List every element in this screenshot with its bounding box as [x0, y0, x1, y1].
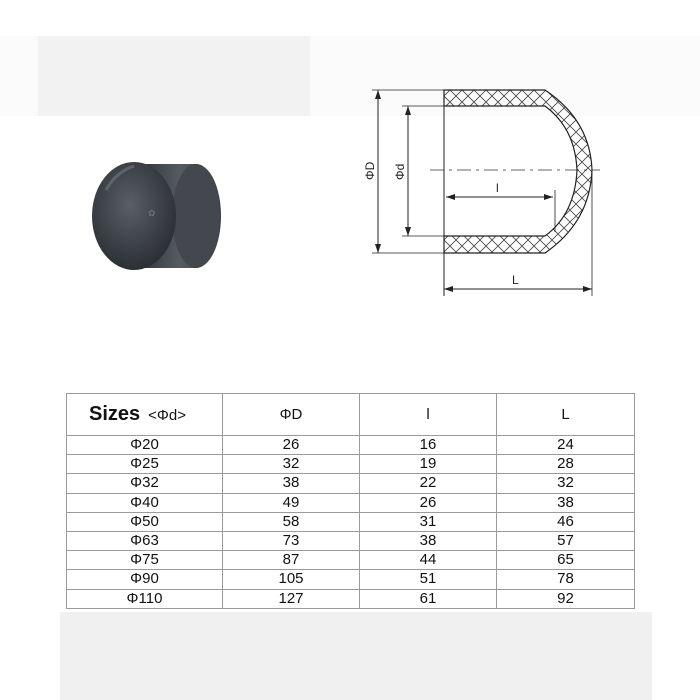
- cell-socket-length: 19: [360, 455, 497, 474]
- cell-total-length: 46: [497, 512, 635, 531]
- cell-socket-length: 16: [360, 436, 497, 455]
- cell-total-length: 78: [497, 570, 635, 589]
- cell-size: Φ110: [67, 589, 223, 608]
- cell-socket-length: 44: [360, 551, 497, 570]
- header-sizes: [67, 394, 223, 436]
- background-footer-panel: [60, 612, 652, 700]
- table-row: [67, 531, 635, 550]
- outer-diameter-label: ΦD: [363, 161, 377, 180]
- table-row: [67, 570, 635, 589]
- cell-size: Φ63: [67, 531, 223, 550]
- sizes-label: Sizes: [89, 403, 141, 425]
- cell-socket-length: 38: [360, 531, 497, 550]
- cell-socket-length: 51: [360, 570, 497, 589]
- cell-total-length: 28: [497, 455, 635, 474]
- cell-socket-length: 22: [360, 474, 497, 493]
- cell-size: Φ20: [67, 436, 223, 455]
- cap-cross-section-diagram: [355, 80, 605, 300]
- cell-outer-diameter: 49: [223, 493, 360, 512]
- table-row: [67, 436, 635, 455]
- cell-socket-length: 26: [360, 493, 497, 512]
- header-outer-diameter: ΦD: [223, 394, 360, 436]
- cell-total-length: 24: [497, 436, 635, 455]
- cell-outer-diameter: 38: [223, 474, 360, 493]
- table-row: [67, 512, 635, 531]
- table-row: [67, 455, 635, 474]
- table-row: [67, 551, 635, 570]
- size-spec-table: [66, 393, 635, 609]
- table-row: [67, 589, 635, 608]
- cell-outer-diameter: 73: [223, 531, 360, 550]
- end-cap-photo: [86, 150, 231, 270]
- table-header-row: [67, 394, 635, 436]
- cell-outer-diameter: 127: [223, 589, 360, 608]
- cell-total-length: 57: [497, 531, 635, 550]
- socket-length-label: l: [496, 181, 499, 195]
- cell-outer-diameter: 87: [223, 551, 360, 570]
- total-length-label: L: [512, 273, 519, 287]
- cell-size: Φ25: [67, 455, 223, 474]
- cell-total-length: 32: [497, 474, 635, 493]
- cell-size: Φ75: [67, 551, 223, 570]
- table-row: [67, 493, 635, 512]
- cell-size: Φ90: [67, 570, 223, 589]
- table-row: [67, 474, 635, 493]
- background-panel: [38, 36, 310, 116]
- cap-wall-outline: [444, 90, 592, 253]
- cell-size: Φ50: [67, 512, 223, 531]
- cell-size: Φ32: [67, 474, 223, 493]
- cell-total-length: 65: [497, 551, 635, 570]
- cell-outer-diameter: 32: [223, 455, 360, 474]
- cell-outer-diameter: 26: [223, 436, 360, 455]
- header-total-length: L: [497, 394, 635, 436]
- cell-outer-diameter: 58: [223, 512, 360, 531]
- cell-total-length: 92: [497, 589, 635, 608]
- svg-text:✿: ✿: [148, 208, 156, 218]
- cell-outer-diameter: 105: [223, 570, 360, 589]
- cell-socket-length: 61: [360, 589, 497, 608]
- cell-size: Φ40: [67, 493, 223, 512]
- inner-diameter-label: Φd: [393, 163, 407, 180]
- header-socket-length: l: [360, 394, 497, 436]
- sizes-sub-label: <Φd>: [148, 407, 186, 424]
- cell-total-length: 38: [497, 493, 635, 512]
- cell-socket-length: 31: [360, 512, 497, 531]
